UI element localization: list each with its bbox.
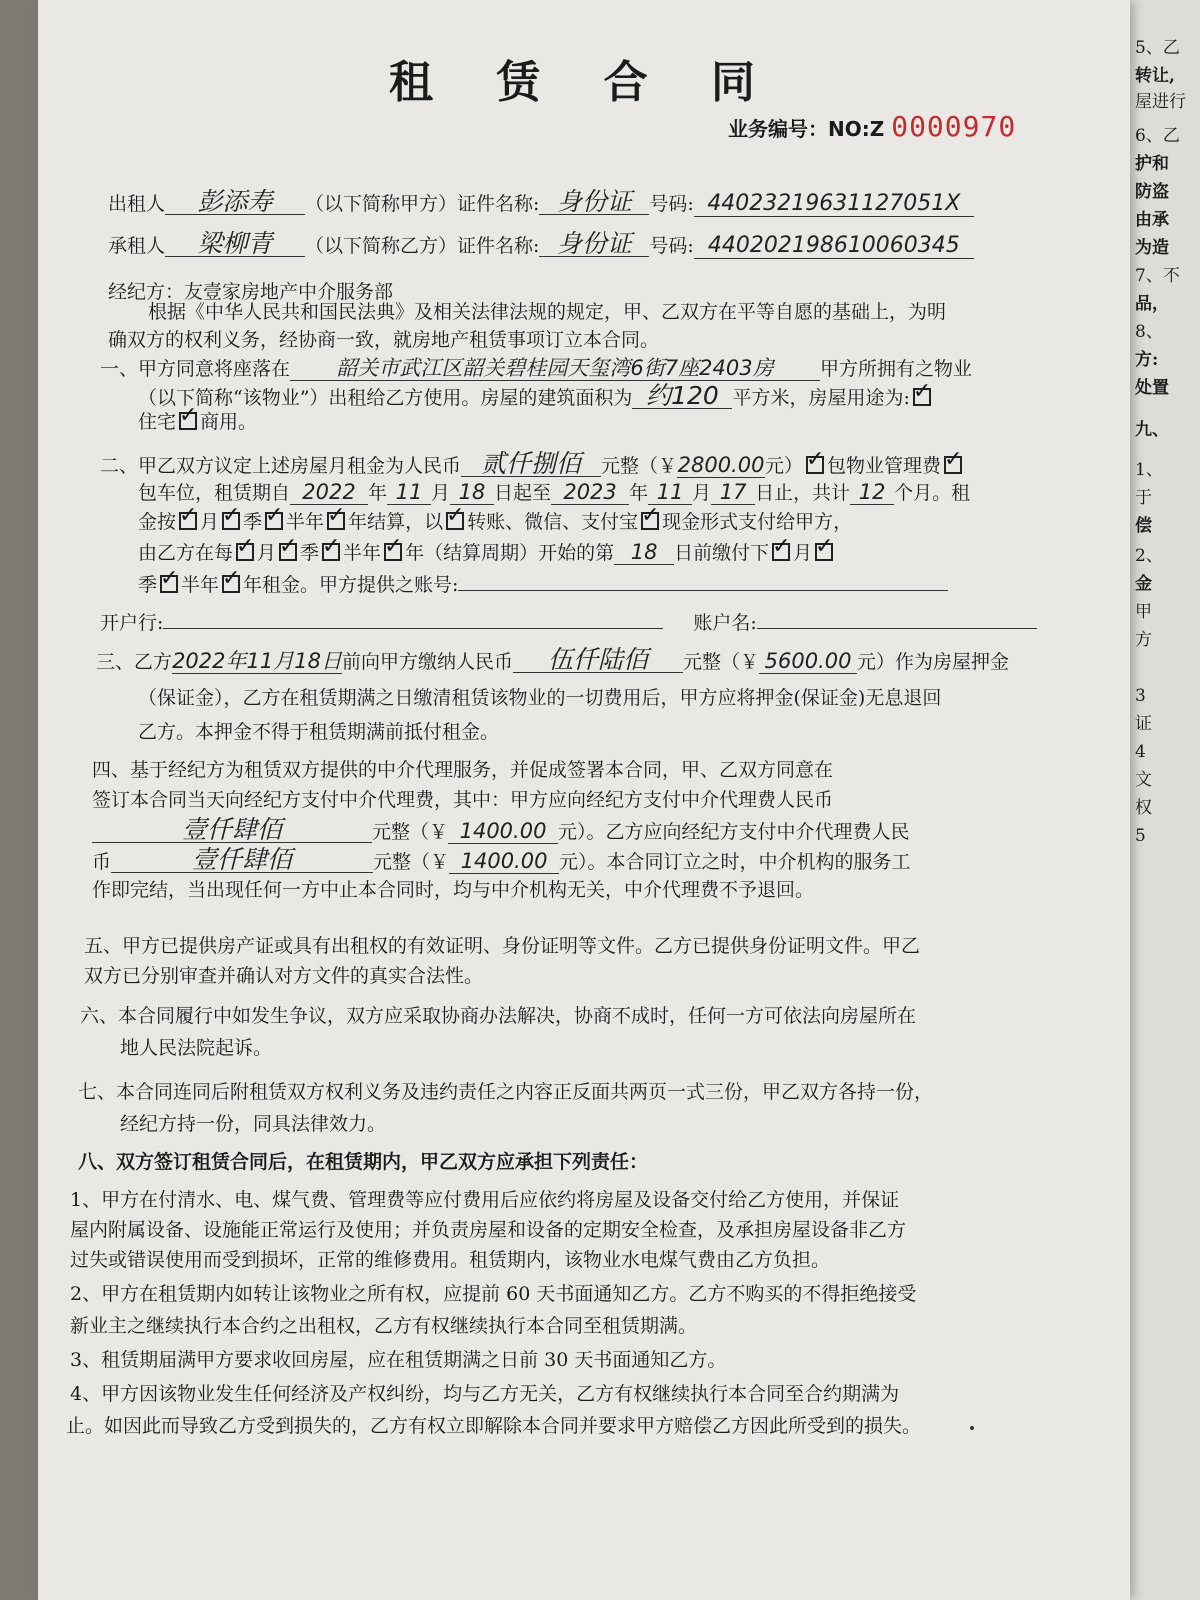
next-page-text: 转让, — [1135, 66, 1175, 86]
checkbox-checked — [279, 543, 297, 561]
deposit-words: 伍仟陆佰 — [513, 648, 683, 673]
start-month: 11 — [387, 480, 431, 505]
clause1-text: 平方米，房屋用途为: — [732, 387, 910, 409]
next-page-text: 方: — [1135, 350, 1159, 370]
clause8-line: 1、甲方在付清水、电、煤气费、管理费等应付费用后应依约将房屋及设备交付给乙方使用，并保证 — [70, 1189, 900, 1211]
clause3-text: 元）作为房屋押金 — [857, 651, 1010, 673]
next-page-text: 证 — [1135, 714, 1152, 734]
clause2-text: 半年 — [286, 511, 325, 533]
next-page-text: 屋进行 — [1135, 92, 1186, 112]
checkbox-checked — [236, 543, 254, 561]
clause4-text: 元）。乙方应向经纪方支付中介代理费人民 — [558, 821, 910, 843]
clause2-text: 季 — [243, 511, 263, 533]
clause4-text: 币 — [92, 851, 112, 873]
lessee-label: 承租人 — [108, 235, 166, 257]
agent-fee-lessee-words: 壹仟肆佰 — [111, 848, 373, 873]
clause4-line-4 — [92, 845, 911, 874]
clause2-text: 半年 — [181, 574, 220, 596]
agent-line: 经纪方：友壹家房地产中介服务部 — [108, 281, 394, 303]
clause1-text: 住宅 — [138, 411, 177, 433]
clause1-text: （以下简称“该物业”）出租给乙方使用。房屋的建筑面积为 — [138, 387, 633, 409]
checkbox-checked — [806, 456, 824, 474]
clause2-text: 二、甲乙双方议定上述房屋月租金为人民币 — [100, 455, 462, 477]
start-year: 2022 — [290, 480, 368, 505]
clause2-line-3 — [138, 510, 852, 534]
clause2-line-4 — [138, 540, 836, 565]
clause1-line-1 — [100, 356, 972, 381]
lessee-row — [108, 229, 974, 259]
checkbox-checked — [446, 512, 464, 530]
next-page-text: 5、乙 — [1135, 38, 1180, 58]
clause2-line-5 — [138, 572, 948, 597]
clause2-text: 年（结算周期）开始的第 — [405, 542, 615, 564]
clause2-text: 元整（￥ — [601, 455, 678, 477]
checkbox-checked — [322, 543, 340, 561]
clause2-text: 日起至 — [494, 482, 552, 504]
clause8-title: 八、双方签订租赁合同后，在租赁期内，甲乙双方应承担下列责任： — [78, 1151, 649, 1173]
serial-label: 业务编号：NO:Z — [728, 117, 885, 141]
clause4-text: 元）。本合同订立之时，中介机构的服务工 — [559, 851, 911, 873]
next-page-text: 偿 — [1135, 516, 1152, 536]
checkbox-checked — [222, 512, 240, 530]
end-day: 17 — [711, 480, 755, 505]
clause2-text: 日前缴付下 — [674, 542, 770, 564]
clause4-line-5: 作即完结，当出现任何一方中止本合同时，均与中介机构无关，中介代理费不予退回。 — [92, 879, 815, 901]
clause3-line-2: （保证金），乙方在租赁期满之日缴清租赁该物业的一切费用后，甲方应将押金(保证金)无息退回 — [138, 687, 942, 709]
clause2-text: 季 — [300, 542, 320, 564]
next-page-text: 为造 — [1135, 238, 1169, 258]
page-title: 租 赁 合 同 — [389, 57, 779, 108]
account-name-blank — [757, 610, 1037, 629]
clause2-text: 年结算，以 — [348, 511, 444, 533]
payment-day: 18 — [614, 540, 674, 565]
rent-number: 2800.00 — [677, 453, 765, 477]
checkbox-checked — [384, 543, 402, 561]
checkbox-checked — [160, 575, 178, 593]
clause3-text: 元整（￥ — [683, 651, 760, 673]
clause2-text: 现金形式支付给甲方， — [662, 511, 853, 533]
start-day: 18 — [450, 480, 494, 505]
clause4-line-1: 四、基于经纪方为租赁双方提供的中介代理服务，并促成签署本合同，甲、乙双方同意在 — [92, 759, 834, 781]
deposit-number: 5600.00 — [759, 649, 857, 674]
lessee-name: 梁柳青 — [165, 232, 305, 257]
checkbox-checked — [179, 412, 197, 430]
clause2-text: 月 — [200, 511, 220, 533]
clause2-line-1 — [100, 449, 965, 478]
clause3-text: 前向甲方缴纳人民币 — [342, 651, 514, 673]
checkbox-checked — [265, 512, 283, 530]
property-address: 韶关市武江区韶关碧桂园天玺湾6街7座2403房 — [290, 356, 820, 381]
clause1-text: 一、甲方同意将座落在 — [100, 358, 291, 380]
building-area: 约120 — [632, 384, 732, 409]
clause2-text: 日止，共计 — [755, 482, 851, 504]
checkbox-checked — [179, 512, 197, 530]
next-page-text: 于 — [1135, 488, 1152, 508]
account-name-label: 账户名: — [693, 612, 757, 634]
next-page-text: 甲 — [1135, 602, 1152, 622]
next-page-text: 1、 — [1135, 460, 1163, 480]
next-page-text: 3 — [1135, 686, 1146, 706]
checkbox-checked — [222, 575, 240, 593]
bank-blank — [163, 610, 663, 629]
lessor-row — [108, 187, 974, 217]
lessor-id-number: 44023219631127051X — [694, 192, 974, 217]
clause1-text: 甲方所拥有之物业 — [820, 358, 973, 380]
clause8-line: 止。如因此而导致乙方受到损失的，乙方有权立即解除本合同并要求甲方赔偿乙方因此所受到的损失。 — [66, 1415, 922, 1437]
clause7-line-2: 经纪方持一份，同具法律效力。 — [120, 1113, 387, 1135]
lessor-id-type: 身份证 — [539, 190, 649, 215]
clause7-line-1: 七、本合同连同后附租赁双方权利义务及违约责任之内容正反面共两页一式三份，甲乙双方各持一份， — [78, 1081, 934, 1103]
next-page-text: 护和 — [1135, 154, 1169, 174]
next-page-text: 处置 — [1135, 378, 1169, 398]
clause8-line: 新业主之继续执行本合约之出租权，乙方有权继续执行本合同至租赁期满。 — [70, 1315, 698, 1337]
clause4-line-3 — [92, 815, 910, 844]
next-page-text: 5 — [1135, 826, 1146, 846]
clause4-text: 元整（￥ — [372, 821, 449, 843]
id-no-label: 号码: — [649, 193, 694, 215]
checkbox-checked — [772, 543, 790, 561]
checkbox-checked — [641, 512, 659, 530]
clause4-text: 元整（￥ — [373, 851, 450, 873]
clause2-text: 元） — [765, 455, 804, 477]
clause8-line: 屋内附属设备、设施能正常运行及使用；并负责房屋和设备的定期安全检查，及承担房屋设备非乙方 — [70, 1219, 907, 1241]
clause3-line-1 — [96, 645, 1010, 674]
clause2-text: 个月。租 — [894, 482, 971, 504]
next-page-text: 8、 — [1135, 322, 1163, 342]
end-year: 2023 — [551, 480, 629, 505]
next-page-text: 4 — [1135, 742, 1146, 762]
clause8-line: 2、甲方在租赁期内如转让该物业之所有权，应提前 60 天书面通知乙方。乙方不购买的不得拒绝接受 — [70, 1283, 917, 1305]
rent-words: 贰仟捌佰 — [461, 452, 601, 477]
clause1-line-2 — [138, 381, 934, 410]
lessee-id-type: 身份证 — [539, 232, 649, 257]
lessee-id-number: 440202198610060345 — [694, 234, 974, 259]
next-page-text: 金 — [1135, 574, 1152, 594]
clause8-line: 4、甲方因该物业发生任何经济及产权纠纷，均与乙方无关，乙方有权继续执行本合同至合约期满为 — [70, 1383, 900, 1405]
clause6-line-1: 六、本合同履行中如发生争议，双方应采取协商办法解决，协商不成时，任何一方可依法向房屋所在 — [80, 1005, 917, 1027]
clause2-text: 月 — [257, 542, 277, 564]
clause3-text: 三、乙方 — [96, 651, 173, 673]
clause2-text: 包车位，租赁期自 — [138, 482, 291, 504]
serial-number — [728, 110, 1016, 143]
clause2-text: 半年 — [343, 542, 382, 564]
ink-dot — [970, 1426, 974, 1430]
lessor-name: 彭添寿 — [165, 190, 305, 215]
next-page-text: 方 — [1135, 630, 1152, 650]
agent-fee-lessor-words: 壹仟肆佰 — [92, 818, 372, 843]
intro-line-1: 根据《中华人民共和国民法典》及相关法律法规的规定，甲、乙双方在平等自愿的基础上，为明 — [148, 301, 947, 323]
clause8-line: 过失或错误使用而受到损坏，正常的维修费用。租赁期内，该物业水电煤气费由乙方负担。 — [70, 1249, 831, 1271]
next-page-text: 由承 — [1135, 210, 1169, 230]
next-page-text: 防盗 — [1135, 182, 1169, 202]
clause8-line: 3、租赁期届满甲方要求收回房屋，应在租赁期满之日前 30 天书面通知乙方。 — [70, 1349, 727, 1371]
agent-fee-lessee-number: 1400.00 — [449, 849, 559, 874]
clause2-text: 包物业管理费 — [827, 455, 942, 477]
clause1-text: 商用。 — [200, 411, 258, 433]
checkbox-checked — [327, 512, 345, 530]
serial-value: 0000970 — [891, 110, 1017, 143]
clause2-text: 年租金。甲方提供之账号: — [243, 574, 459, 596]
lessor-alias: （以下简称甲方）证件名称: — [305, 193, 540, 215]
clause2-line-2: 包车位，租赁期自 2022 年 11 月 18 日起至 2023 年 11 月 17 日止，共计 12 个月。租 — [138, 480, 971, 504]
next-page-text: 九、 — [1135, 420, 1169, 440]
clause2-text: 金按 — [138, 511, 177, 533]
end-month: 11 — [648, 480, 692, 505]
clause1-line-3 — [138, 410, 257, 434]
checkbox-checked — [913, 388, 931, 406]
next-page-text: 7、不 — [1135, 266, 1180, 286]
clause2-text: 季 — [138, 574, 158, 596]
id-no-label: 号码: — [649, 235, 694, 257]
clause3-line-3: 乙方。本押金不得于租赁期满前抵付租金。 — [138, 721, 500, 743]
next-page-text: 2、 — [1135, 546, 1163, 566]
intro-line-2: 确双方的权利义务，经协商一致，就房地产租赁事项订立本合同。 — [108, 329, 660, 351]
clause4-line-2: 签订本合同当天向经纪方支付中介代理费，其中：甲方应向经纪方支付中介代理费人民币 — [92, 789, 834, 811]
next-page-text: 权 — [1135, 798, 1152, 818]
clause2-text: 月 — [793, 542, 813, 564]
agent-fee-lessor-number: 1400.00 — [448, 819, 558, 844]
clause6-line-2: 地人民法院起诉。 — [120, 1037, 273, 1059]
clause5-line-1: 五、甲方已提供房产证或具有出租权的有效证明、身份证明等文件。乙方已提供身份证明文件。甲乙 — [84, 935, 921, 957]
lease-months: 12 — [850, 480, 894, 505]
account-number-blank — [458, 572, 948, 591]
next-page-text: 品， — [1135, 294, 1169, 314]
contract-page — [38, 0, 1130, 1600]
checkbox-checked — [944, 456, 962, 474]
next-page-text: 6、乙 — [1135, 126, 1180, 146]
clause2-text: 转账、微信、支付宝 — [467, 511, 639, 533]
bank-label: 开户行: — [100, 612, 164, 634]
lessee-alias: （以下简称乙方）证件名称: — [305, 235, 540, 257]
clause2-text: 由乙方在每 — [138, 542, 234, 564]
clause5-line-2: 双方已分别审查并确认对方文件的真实合法性。 — [84, 965, 484, 987]
next-page-text: 文 — [1135, 770, 1152, 790]
clause2-line-6 — [100, 610, 1037, 635]
deposit-date: 2022年11月18日 — [172, 649, 342, 673]
lessor-label: 出租人 — [108, 193, 166, 215]
checkbox-checked — [815, 543, 833, 561]
